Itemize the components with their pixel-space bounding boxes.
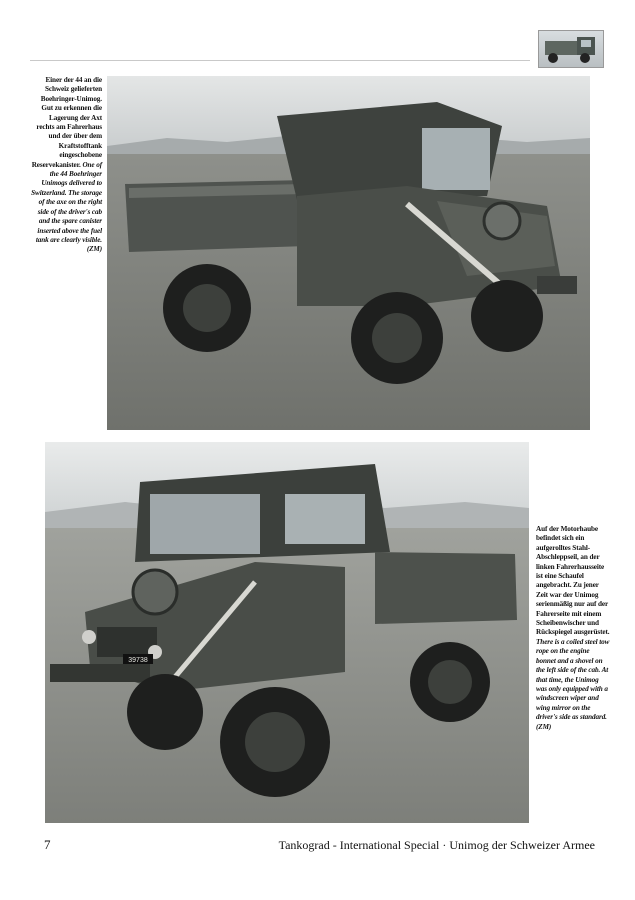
header-rule [30,60,530,61]
photo-unimog-front-quarter-view [45,442,529,823]
caption-bottom-photo [536,525,610,732]
caption-top-english: One of the 44 Boehringer Unimogs delivered to Switzerland. The storage of the axe on the right side of the driver's cab and the spare canister inserted above the fuel tank are clearly visible. (ZM) [31,160,102,254]
cover-thumbnail [538,30,604,68]
caption-top-german: Einer der 44 an die Schweiz gelieferten Boehringer-Unimog. Gut zu erkennen die Lagerung der Axt rechts am Fahrerhaus und der über dem Kraftstofftank eingeschobene Reservekanister. [31,76,102,169]
photo-unimog-side-view [107,76,590,430]
page-number: 7 [44,837,51,852]
caption-bottom-german: Auf der Motorhaube befindet sich ein aufgerolltes Stahl-Abschleppseil, an der linken Fahrerhausseite ist eine Schaufel angebracht. Zu jener Zeit war der Unimog serienmäßig nur auf der Fahrerseite mit einem Scheibenwischer und Rückspiegel ausgerüstet. [536,525,610,637]
caption-bottom-english: There is a coiled steel tow rope on the engine bonnet and a shovel on the left side of the cab. At that time, the Unimog was only equipped with a windscreen wiper and wing mirror on the driver's side as standard. (ZM) [536,637,610,731]
license-plate: 39738 [128,657,148,664]
running-footer-title: Tankograd - International Special · Unimog der Schweizer Armee [278,838,595,852]
caption-top-photo [30,76,102,255]
